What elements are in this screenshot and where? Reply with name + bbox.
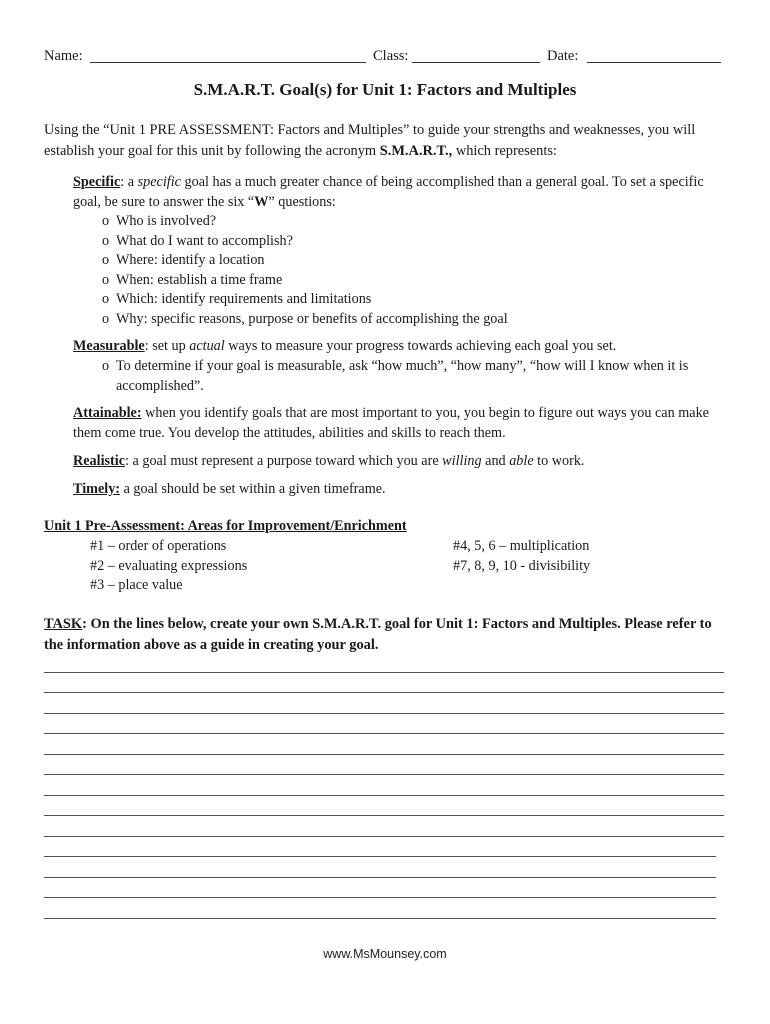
preassessment-heading: Unit 1 Pre-Assessment: Areas for Improvement/Enrichment — [44, 518, 407, 534]
specific-section — [73, 172, 728, 330]
measurable-paragraph — [73, 336, 728, 356]
specific-term: Specific — [73, 174, 121, 190]
specific-text-1: : a — [120, 174, 138, 190]
realistic-emphasis-1: willing — [442, 453, 482, 469]
preassessment-right-column — [453, 537, 590, 576]
measurable-term: Measurable — [73, 338, 145, 354]
list-item: #1 – order of operations — [90, 538, 227, 554]
class-blank[interactable] — [412, 48, 540, 63]
list-item — [73, 251, 728, 271]
realistic-text-2: and — [481, 453, 510, 469]
footer-url: www.MsMounsey.com — [323, 947, 447, 961]
list-item — [73, 290, 728, 310]
specific-text-3: ” questions: — [268, 194, 336, 210]
class-label: Class: — [373, 48, 409, 64]
timely-term: Timely: — [73, 481, 121, 497]
name-blank[interactable] — [90, 48, 366, 63]
bullet-initial: W — [116, 232, 130, 249]
list-item — [73, 271, 728, 291]
bullet-initial: W — [116, 252, 130, 269]
intro-text-before: Using the “Unit 1 PRE ASSESSMENT: Factors and Multiples” to guide your strengths and weaknesses, you will establish your goal for this unit by following the acronym — [44, 122, 696, 159]
page-title: S.M.A.R.T. Goal(s) for Unit 1: Factors and Multiples — [193, 80, 577, 99]
task-text: : On the lines below, create your own S.M.A.R.T. goal for Unit 1: Factors and Multiples. Please refer to the information above as a guide in creating your goal. — [44, 616, 712, 653]
intro-text-after: which represents: — [452, 143, 557, 159]
date-blank[interactable] — [587, 48, 721, 63]
measurable-emphasis: actual — [189, 338, 225, 354]
realistic-text-3: to work. — [533, 453, 585, 469]
list-item — [73, 310, 728, 330]
timely-text: a goal should be set within a given timeframe. — [120, 481, 386, 497]
attainable-section — [73, 403, 728, 443]
specific-emphasis: specific — [137, 174, 181, 190]
specific-w: W — [254, 194, 269, 210]
bullet-text: hich: identify requirements and limitations — [129, 291, 372, 308]
list-item: #4, 5, 6 – multiplication — [453, 538, 590, 554]
bullet-marker: o — [102, 213, 110, 229]
writing-line[interactable] — [44, 713, 724, 714]
writing-line[interactable] — [44, 795, 724, 796]
writing-line[interactable] — [44, 733, 724, 734]
writing-line[interactable] — [44, 897, 716, 898]
intro-acronym: S.M.A.R.T., — [379, 143, 453, 159]
measurable-section — [73, 336, 728, 396]
task-label: TASK — [44, 616, 83, 632]
writing-line[interactable] — [44, 692, 724, 693]
attainable-term: Attainable: — [73, 405, 142, 421]
preassessment-left-column — [90, 537, 247, 596]
bullet-marker: o — [102, 291, 110, 308]
writing-line[interactable] — [44, 815, 724, 816]
bullet-initial: W — [116, 213, 130, 229]
list-item — [73, 212, 728, 232]
timely-section — [73, 479, 728, 499]
realistic-section — [73, 451, 728, 471]
bullet-marker: o — [102, 358, 110, 374]
writing-line[interactable] — [44, 836, 724, 837]
task-instructions — [44, 614, 724, 656]
specific-text-2: goal has a much greater chance of being accomplished than a general goal. To set a specific goal, be sure to answer the six “ — [73, 174, 704, 210]
realistic-term: Realistic — [73, 453, 126, 469]
date-label: Date: — [547, 48, 579, 64]
realistic-text-1: : a goal must represent a purpose toward which you are — [125, 453, 443, 469]
attainable-text: when you identify goals that are most important to you, you begin to figure out ways you can make them come true. You develop the attitudes, abilities and skills to reach them. — [73, 405, 709, 441]
bullet-text: hy: specific reasons, purpose or benefits of accomplishing the goal — [129, 310, 508, 327]
list-item: #3 – place value — [90, 577, 183, 593]
writing-line[interactable] — [44, 877, 716, 878]
bullet-initial: W — [116, 310, 130, 327]
bullet-text: hen: establish a time frame — [129, 271, 283, 288]
measurable-text-1: : set up — [144, 338, 190, 354]
bullet-initial: W — [116, 291, 130, 308]
bullet-marker: o — [102, 271, 110, 288]
realistic-emphasis-2: able — [509, 453, 534, 469]
writing-line[interactable] — [44, 774, 724, 775]
bullet-text: hat do I want to accomplish? — [129, 232, 293, 249]
list-item: #2 – evaluating expressions — [90, 557, 248, 574]
bullet-text: here: identify a location — [129, 252, 265, 269]
measurable-bullet-text: To determine if your goal is measurable, ask “how much”, “how many”, “how will I know when it is accomplished”. — [116, 358, 689, 394]
name-label: Name: — [44, 48, 83, 64]
bullet-marker: o — [102, 252, 110, 269]
bullet-marker: o — [102, 310, 110, 327]
bullet-initial: W — [116, 271, 130, 288]
w-questions-list — [73, 212, 728, 330]
intro-paragraph — [44, 120, 724, 162]
writing-line[interactable] — [44, 856, 716, 857]
writing-line[interactable] — [44, 672, 724, 673]
bullet-marker: o — [102, 232, 110, 249]
bullet-text: ho is involved? — [129, 213, 217, 229]
specific-paragraph — [73, 172, 728, 212]
measurable-bullet — [73, 356, 728, 396]
writing-line[interactable] — [44, 918, 716, 919]
measurable-text-2: ways to measure your progress towards achieving each goal you set. — [224, 338, 617, 354]
writing-line[interactable] — [44, 754, 724, 755]
list-item — [73, 232, 728, 252]
header-row — [44, 48, 724, 68]
list-item: #7, 8, 9, 10 - divisibility — [453, 557, 591, 574]
